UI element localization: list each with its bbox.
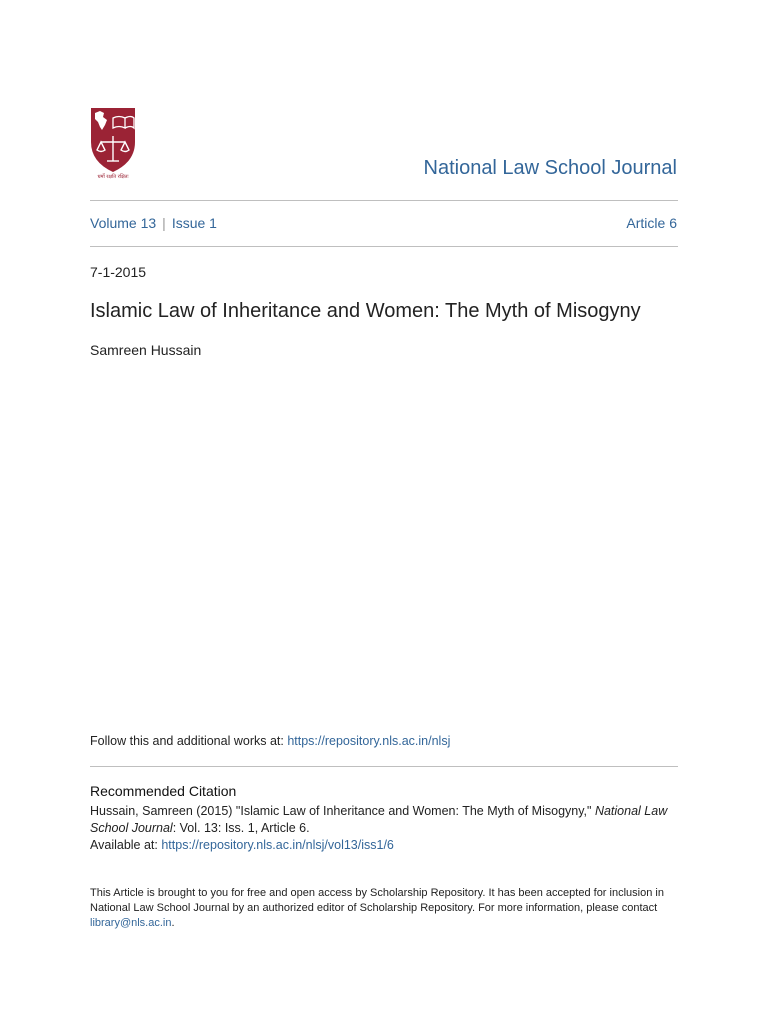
repository-link[interactable]: https://repository.nls.ac.in/nlsj [287,734,451,748]
citation-main: Hussain, Samreen (2015) "Islamic Law of Inheritance and Women: The Myth of Misogyny," [90,804,595,818]
issue-breadcrumb [90,215,217,231]
follow-line [90,734,450,748]
contact-email-link[interactable]: library@nls.ac.in [90,917,172,929]
citation-volume: : Vol. 13: Iss. 1, Article 6. [172,821,310,835]
nls-crest-logo [88,106,138,180]
article-author: Samreen Hussain [90,342,202,358]
issue-separator: | [162,215,166,231]
citation-text [90,803,680,854]
notice-text: This Article is brought to you for free and open access by Scholarship Repository. It has been accepted for inclusion in National Law School Journal by an authorized editor of Scholarship Repository. For more information, please contact [90,887,664,914]
notice-end: . [171,917,175,929]
article-link[interactable]: Article 6 [626,215,677,231]
citation-heading: Recommended Citation [90,783,237,799]
publication-date: 7-1-2015 [90,264,147,280]
issue-link[interactable]: Issue 1 [171,215,217,231]
access-notice [90,886,670,931]
volume-link[interactable]: Volume 13 [90,215,157,231]
crest-motto: धर्मो रक्षति रक्षितः [97,174,129,180]
citation-journal: National Law School Journal [90,804,668,835]
available-label: Available at: [90,838,162,852]
divider-header [90,246,678,247]
divider-top [90,200,678,201]
citation-link[interactable]: https://repository.nls.ac.in/nlsj/vol13/iss1/6 [161,838,394,852]
journal-title[interactable]: National Law School Journal [423,157,677,179]
divider-citation [90,766,678,767]
article-title: Islamic Law of Inheritance and Women: The Myth of Misogyny [90,300,641,322]
follow-text: Follow this and additional works at: [90,734,288,748]
